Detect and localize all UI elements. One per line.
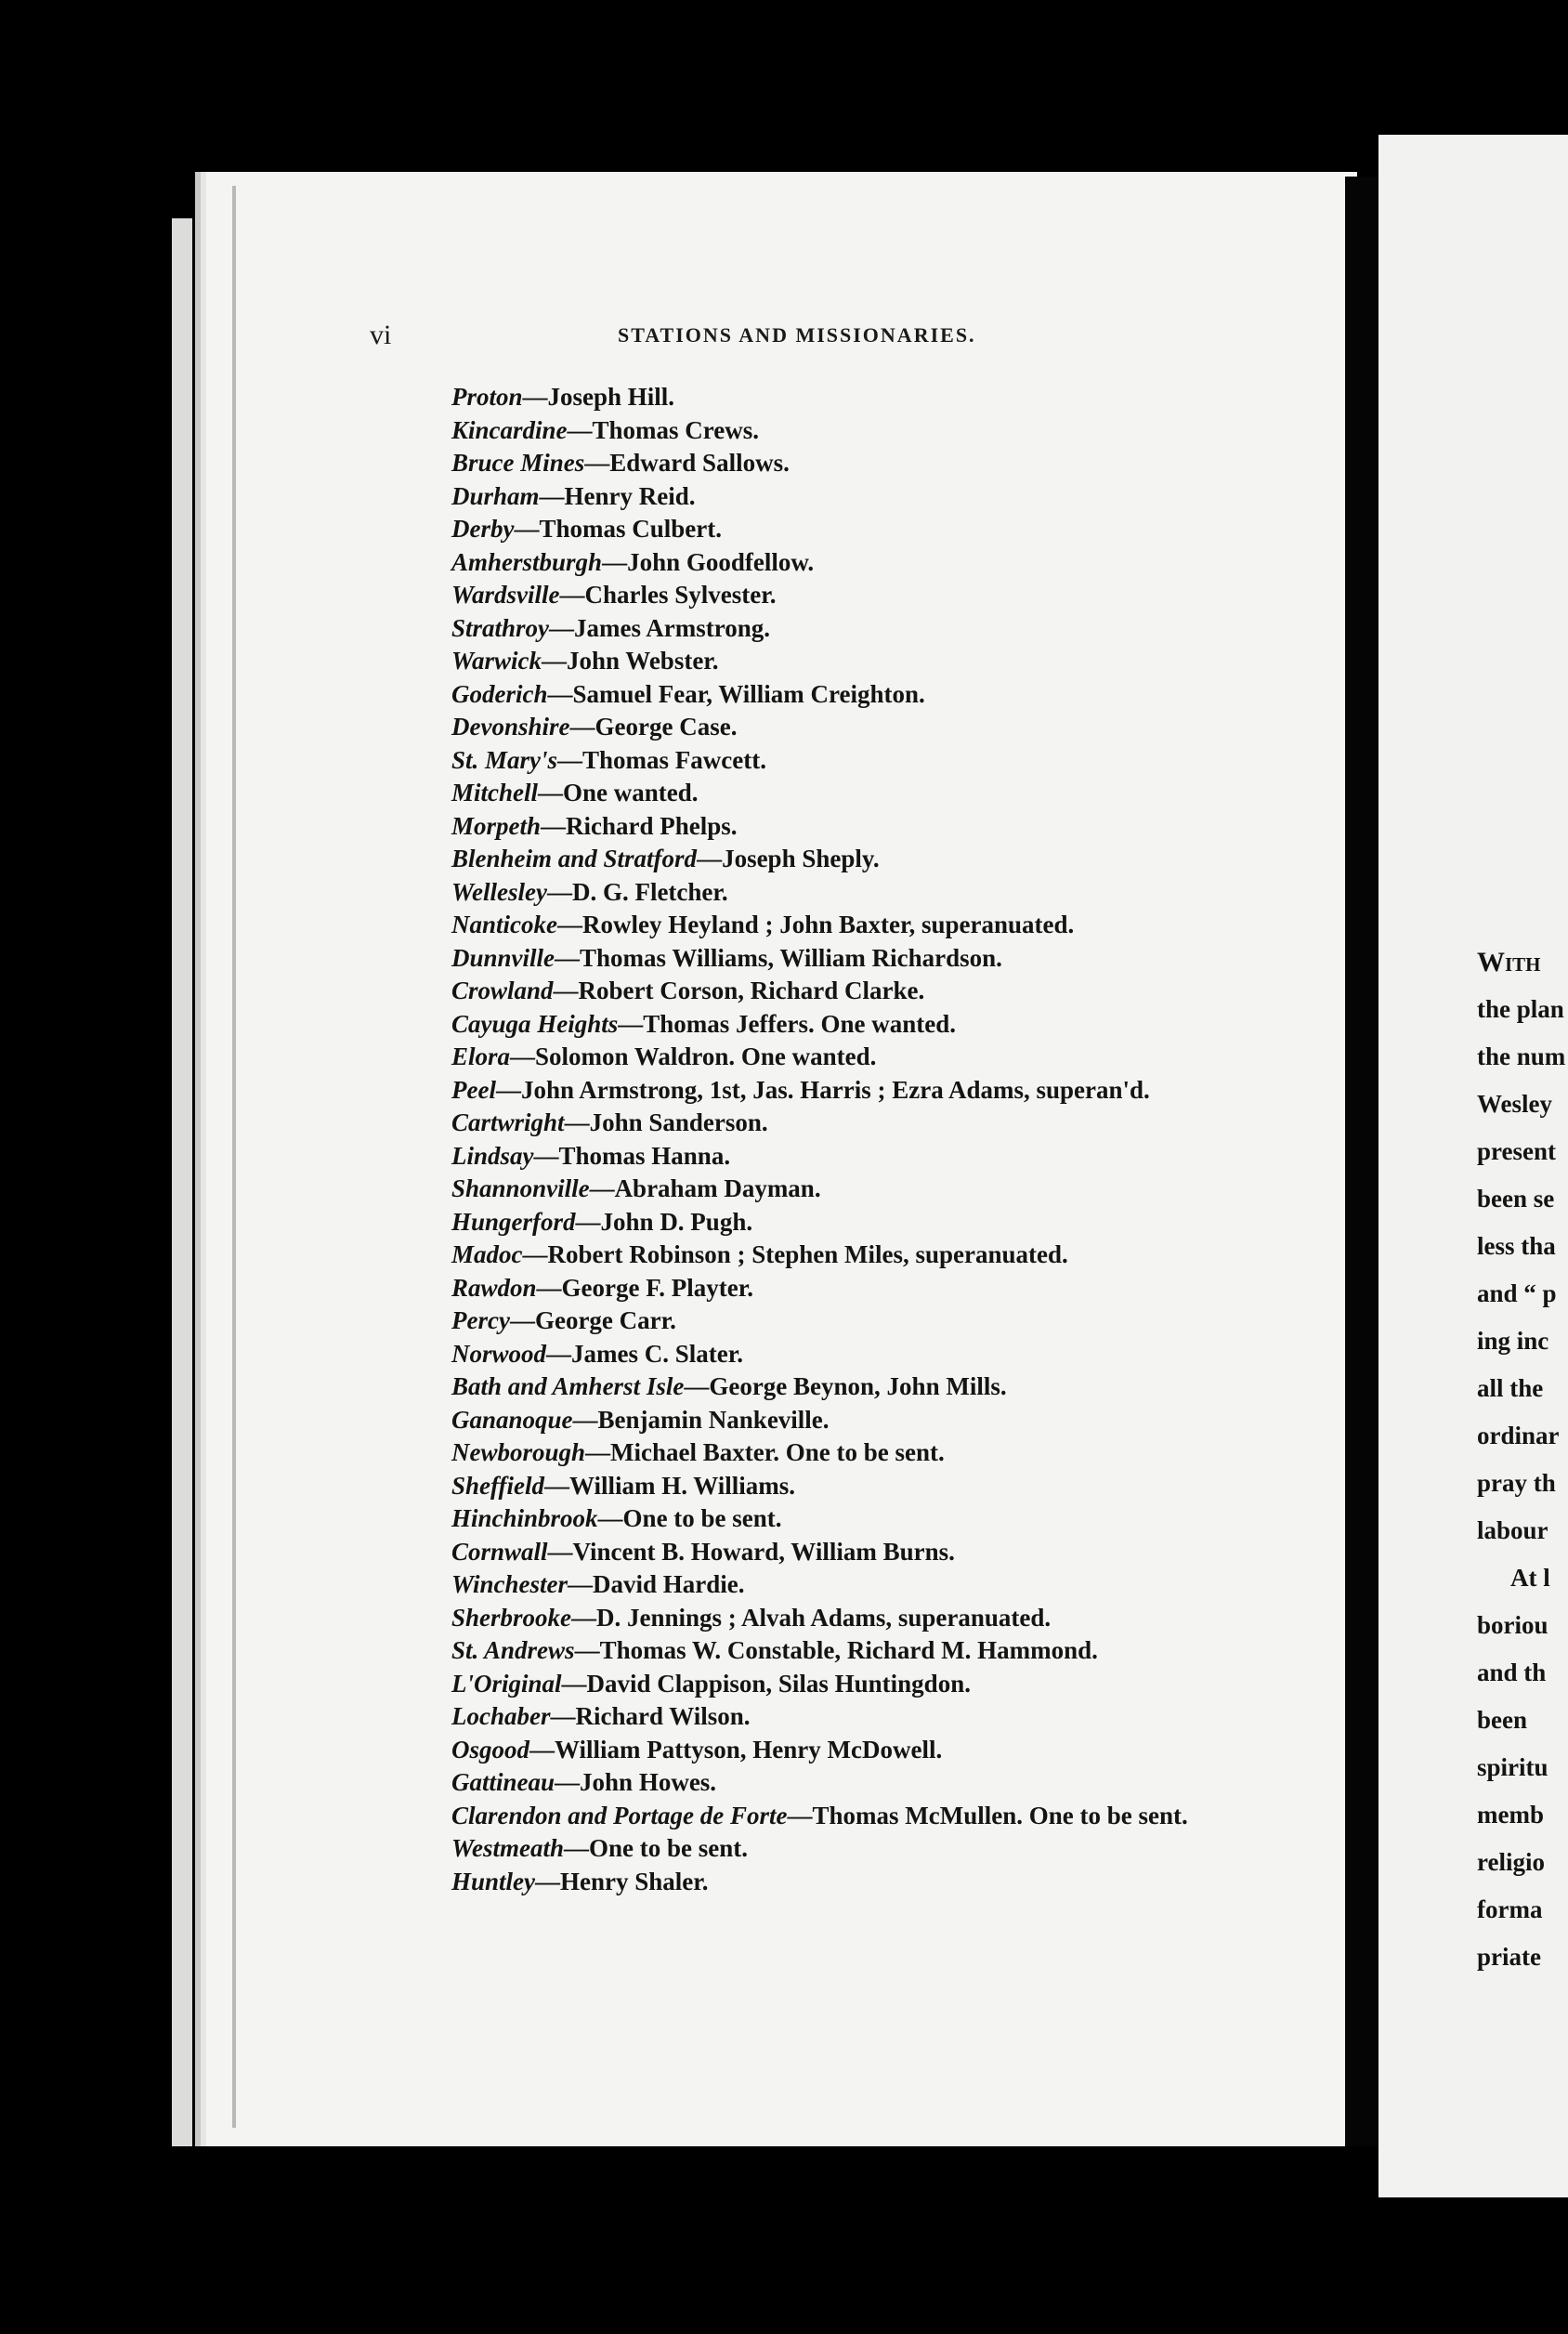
right-page-line: and th [1477,1659,1547,1686]
station-entry [451,744,1287,778]
station-entry [451,1436,1287,1470]
right-page-line: With [1477,947,1541,977]
page-number: vi [370,320,392,350]
station-name: Huntley [451,1867,536,1895]
missionaries: —George Beynon, John Mills. [684,1372,1007,1400]
right-page-line: boriou [1477,1611,1548,1639]
missionaries: —D. Jennings ; Alvah Adams, superanuated. [571,1603,1052,1632]
station-name: Osgood [451,1735,530,1764]
station-name: Mitchell [451,779,538,806]
station-entry [451,777,1287,810]
right-page-line: the num [1477,1042,1566,1070]
right-page-line: pray th [1477,1469,1556,1497]
station-entry [451,381,1287,414]
station-name: Hinchinbrook [451,1504,598,1532]
missionaries: —Rowley Heyland ; John Baxter, superanuated. [557,911,1075,938]
right-page-line: labour [1477,1516,1548,1544]
station-name: Cayuga Heights [451,1009,619,1038]
missionaries: —Edward Sallows. [584,449,790,477]
page-heading: STATIONS AND MISSIONARIES. [618,323,976,347]
station-name: Lindsay [451,1141,534,1170]
station-name: Sherbrooke [451,1603,572,1632]
missionaries: —John Webster. [542,647,719,675]
missionaries: —David Hardie. [568,1570,745,1598]
right-page-line: the plan [1477,995,1564,1023]
right-page-line: ing inc [1477,1327,1549,1355]
station-name: Clarendon and Portage de Forte [451,1801,788,1829]
station-entry [451,1074,1287,1108]
missionaries: —Thomas Crews. [567,415,760,444]
missionaries: —Robert Corson, Richard Clarke. [553,977,925,1004]
right-page-line: been se [1477,1185,1555,1213]
station-name: L'Original [451,1669,562,1698]
station-entry [451,579,1287,612]
station-entry [451,942,1287,976]
station-list [451,381,1287,1898]
station-name: Elora [451,1042,511,1070]
station-entry [451,447,1287,480]
station-name: Devonshire [451,713,570,741]
missionaries: —Robert Robinson ; Stephen Miles, superanuated. [522,1240,1068,1268]
station-entry [451,1370,1287,1404]
right-page-line: Wesley [1477,1090,1552,1118]
station-entry [451,645,1287,678]
book-gutter [1345,177,1379,2146]
missionaries: —Michael Baxter. One to be sent. [585,1438,945,1466]
right-page-line: memb [1477,1801,1544,1829]
station-entry [451,1734,1287,1767]
station-name: Hungerford [451,1207,576,1236]
missionaries: —Thomas Williams, William Richardson. [555,943,1002,972]
station-entry [451,1700,1287,1734]
station-entry [451,546,1287,580]
station-name: St. Andrews [451,1636,575,1664]
station-entry [451,711,1287,744]
station-entry [451,612,1287,646]
station-name: Derby [451,515,515,543]
station-entry [451,1107,1287,1140]
missionaries: —David Clappison, Silas Huntingdon. [561,1669,971,1698]
station-name: Gananoque [451,1405,573,1434]
station-name: Goderich [451,679,548,708]
station-name: Morpeth [451,811,542,840]
station-name: Crowland [451,977,554,1004]
station-entry [451,1140,1287,1174]
station-name: Strathroy [451,613,550,642]
station-entry [451,843,1287,876]
right-page-line: and “ p [1477,1279,1557,1307]
missionaries: —James C. Slater. [546,1339,743,1368]
missionaries: —Abraham Dayman. [589,1174,821,1202]
right-page-line: spiritu [1477,1753,1548,1781]
station-name: Blenheim and Stratford [451,845,698,872]
station-entry [451,1866,1287,1899]
station-name: Newborough [451,1438,586,1466]
missionaries: —D. G. Fletcher. [546,877,728,906]
station-entry [451,1404,1287,1437]
missionaries: —Thomas Culbert. [514,515,722,543]
page-edge [172,218,192,2146]
station-name: Kincardine [451,415,568,444]
missionaries: —Henry Shaler. [535,1867,709,1895]
station-entry [451,414,1287,448]
missionaries: —Charles Sylvester. [559,581,777,609]
station-name: Percy [451,1306,510,1334]
station-name: Wardsville [451,581,560,609]
station-entry [451,1239,1287,1272]
missionaries: —John D. Pugh. [575,1207,753,1236]
station-entry [451,1832,1287,1866]
station-name: Winchester [451,1570,568,1598]
missionaries: —Thomas McMullen. One to be sent. [787,1801,1188,1829]
station-entry [451,1536,1287,1569]
station-entry [451,810,1287,844]
station-entry [451,909,1287,942]
missionaries: —Joseph Sheply. [697,845,880,872]
missionaries: —Thomas Jeffers. One wanted. [618,1009,957,1038]
station-name: Proton [451,383,523,411]
missionaries: —George Carr. [509,1306,676,1334]
station-entry [451,1305,1287,1338]
station-entry [451,1766,1287,1800]
right-page-text [1477,938,1568,1981]
missionaries: —William Pattyson, Henry McDowell. [529,1735,943,1764]
station-name: Lochaber [451,1702,551,1730]
missionaries: —George F. Playter. [536,1273,753,1302]
station-name: Dunnville [451,943,555,972]
station-name: Norwood [451,1339,547,1368]
station-name: Madoc [451,1240,523,1268]
station-name: Durham [451,481,540,510]
station-entry [451,1272,1287,1305]
missionaries: —Thomas Fawcett. [557,745,766,774]
right-page-line: present [1477,1137,1556,1165]
station-entry [451,1800,1287,1833]
station-name: Rawdon [451,1273,537,1302]
station-entry [451,1173,1287,1206]
page-edge-line [232,186,236,2128]
missionaries: —Richard Phelps. [541,811,738,840]
station-name: Shannonville [451,1174,590,1202]
station-name: Amherstburgh [451,547,603,576]
station-entry [451,876,1287,910]
station-name: Sheffield [451,1471,544,1500]
station-name: Cartwright [451,1108,565,1136]
station-name: Nanticoke [451,911,557,938]
station-entry [451,975,1287,1008]
station-name: Bruce Mines [451,449,585,477]
right-page-line: been [1477,1706,1527,1734]
right-page-line: priate [1477,1943,1541,1971]
missionaries: —Benjamin Nankeville. [572,1405,830,1434]
station-name: Bath and Amherst Isle [451,1372,685,1400]
missionaries: —One wanted. [538,779,699,806]
missionaries: —One to be sent. [564,1834,748,1862]
station-entry [451,1634,1287,1668]
missionaries: —Solomon Waldron. One wanted. [510,1042,877,1070]
missionaries: —John Goodfellow. [602,547,815,576]
right-page-line: At l [1510,1564,1550,1592]
station-entry [451,1470,1287,1503]
station-name: St. Mary's [451,745,558,774]
missionaries: —Joseph Hill. [522,383,675,411]
right-page-line: less tha [1477,1232,1556,1260]
station-entry [451,1041,1287,1074]
missionaries: —James Armstrong. [549,613,771,642]
station-entry [451,1338,1287,1371]
right-page-line: forma [1477,1895,1543,1923]
station-name: Cornwall [451,1537,548,1566]
missionaries: —John Howes. [555,1768,717,1796]
missionaries: —George Case. [569,713,738,741]
missionaries: —Thomas W. Constable, Richard M. Hammond. [574,1636,1098,1664]
missionaries: —John Armstrong, 1st, Jas. Harris ; Ezra Adams, superan'd. [495,1075,1150,1104]
missionaries: —Vincent B. Howard, William Burns. [547,1537,955,1566]
missionaries: —Richard Wilson. [550,1702,751,1730]
right-page-line: religio [1477,1848,1545,1876]
station-entry [451,480,1287,514]
station-entry [451,1602,1287,1635]
missionaries: —William H. Williams. [544,1471,796,1500]
missionaries: —One to be sent. [597,1504,782,1532]
missionaries: —Samuel Fear, William Creighton. [547,679,925,708]
missionaries: —John Sanderson. [564,1108,768,1136]
missionaries: —Henry Reid. [539,481,696,510]
station-name: Wellesley [451,877,547,906]
station-entry [451,678,1287,712]
station-entry [451,1206,1287,1239]
station-entry [451,1568,1287,1602]
station-name: Gattineau [451,1768,555,1796]
station-entry [451,1668,1287,1701]
station-name: Peel [451,1075,496,1104]
right-page-line: ordinar [1477,1422,1560,1449]
station-name: Westmeath [451,1834,564,1862]
station-entry [451,513,1287,546]
missionaries: —Thomas Hanna. [533,1141,731,1170]
right-page-line: all the [1477,1374,1544,1402]
station-entry [451,1008,1287,1042]
station-entry [451,1502,1287,1536]
station-name: Warwick [451,647,542,675]
